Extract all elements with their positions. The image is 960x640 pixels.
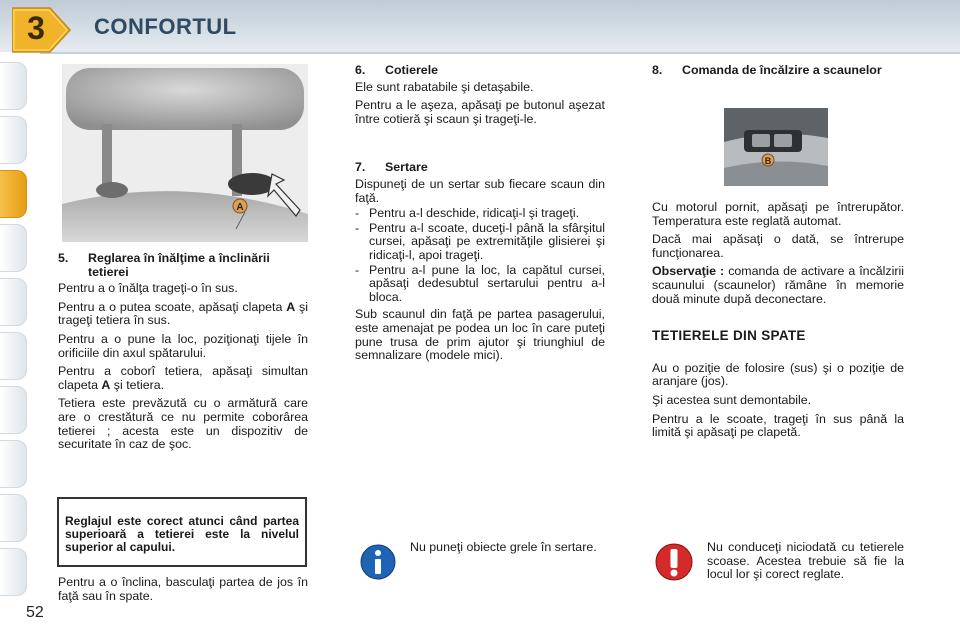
paragraph: Cu motorul pornit, apăsaţi pe întrerupător. Temperatura este reglată automat.: [652, 200, 904, 228]
chapter-number: 3: [27, 10, 45, 46]
chapter-tab-6[interactable]: [0, 332, 27, 380]
observation-label: Observaţie :: [652, 264, 725, 279]
text-run: şi tetiera.: [110, 377, 165, 392]
section-5-number: 5.: [58, 251, 69, 265]
section-5-heading: [58, 252, 308, 279]
paragraph: Tetiera este prevăzută cu o armătură care are o crestătură ce nu permite coborârea tetierei ; acesta este un dispozitiv de securitate în caz de şoc.: [58, 396, 308, 452]
section-7-title: Sertare: [385, 160, 428, 175]
info-icon: [360, 542, 396, 582]
chapter-tab-10[interactable]: [0, 548, 27, 596]
paragraph: Dispuneţi de un sertar sub fiecare scaun din faţă.: [355, 176, 605, 205]
text-run: Pentru a o putea scoate, apăsaţi clapeta: [58, 299, 287, 314]
warning-icon-graphic: [655, 542, 693, 582]
paragraph: Şi acestea sunt demontabile.: [652, 392, 812, 407]
list-item: [355, 222, 605, 263]
list-item: [355, 207, 605, 221]
list-item-text: Pentru a-l scoate, duceţi-l până la sfârşitul cursei, apăsaţi pe extremităţile glisierei şi ridicaţi-l, apoi trageţi.: [369, 220, 605, 262]
column-right-body: [652, 201, 904, 445]
observation-text: comanda de activare a încălzirii scaunului (scaunelor) rămâne în memorie două minute după deconectare.: [652, 264, 904, 306]
drawer-steps-list: [355, 207, 605, 304]
chapter-tab-5[interactable]: [0, 278, 27, 326]
headrest-photo: [62, 64, 308, 242]
paragraph: Ele sunt rabatabile şi detaşabile.: [355, 79, 534, 94]
list-item: [355, 264, 605, 305]
callout-a-label: A: [236, 202, 244, 213]
column-left: [58, 252, 308, 457]
chapter-badge: [12, 6, 72, 54]
dash-marker: -: [355, 206, 360, 221]
chapter-title: CONFORTUL: [94, 14, 237, 39]
section-7-heading: [355, 161, 605, 175]
warning-note-text: Nu conduceţi niciodată cu tetierele scoase. Acestea trebuie să fie la locul lor şi corect reglate.: [707, 540, 904, 582]
section-6-title: Cotierele: [385, 63, 439, 77]
paragraph: Pentru a o înclina, basculaţi partea de jos în faţă sau în spate.: [58, 575, 308, 603]
paragraph: Sub scaunul din faţă pe partea pasagerului, este amenajat pe podea un loc în care puteţi pune trusa de prim ajutor şi triunghiul de semnalizare (modele mici).: [355, 307, 605, 363]
section-7-number: 7.: [355, 160, 366, 175]
paragraph-lower-headrest: [58, 365, 308, 392]
tilt-paragraph-block: [58, 576, 308, 608]
chapter-tab-1[interactable]: [0, 62, 27, 110]
callout-b-label: B: [764, 156, 772, 166]
heated-seat-switch-illustration: [724, 108, 828, 186]
spacer: [652, 348, 904, 362]
dash-marker: -: [355, 262, 360, 277]
headrest-illustration: [62, 64, 308, 242]
paragraph: Pentru a le aşeza, apăsaţi pe butonul aşezat între cotieră şi scaun şi trageţi-le.: [355, 98, 605, 126]
section-5-title: Reglarea în înălţime a înclinării tetierei: [88, 251, 270, 279]
clip-a-ref: A: [286, 299, 296, 314]
section-8-heading: [652, 64, 904, 78]
dash-marker: -: [355, 220, 360, 235]
paragraph: Pentru a o pune la loc, poziţionaţi tijele în orificiile din axul spătarului.: [58, 331, 308, 360]
chapter-tabs: [0, 62, 36, 582]
paragraph: Dacă mai apăsaţi o dată, se întrerupe funcţionarea.: [652, 232, 904, 260]
chapter-tab-7[interactable]: [0, 386, 27, 434]
chapter-tab-9[interactable]: [0, 494, 27, 542]
info-icon-graphic: [360, 542, 396, 582]
heated-seat-switch-photo: [724, 108, 828, 186]
paragraph: Pentru a le scoate, trageţi în sus până la limită şi apăsaţi pe clapetă.: [652, 411, 904, 440]
page-number: 52: [26, 604, 44, 621]
section-6-heading: [355, 64, 605, 78]
list-item-text: Pentru a-l deschide, ridicaţi-l şi trageţi.: [369, 206, 580, 221]
warning-icon: [655, 542, 693, 582]
paragraph: Pentru a o înălţa trageţi-o în sus.: [58, 281, 238, 296]
info-note-text: Nu puneţi obiecte grele în sertare.: [410, 540, 597, 554]
column-right-top: [652, 64, 904, 81]
paragraph-remove-headrest: [58, 301, 308, 328]
chapter-tab-2[interactable]: [0, 116, 27, 164]
section-6-number: 6.: [355, 63, 366, 77]
chapter-tab-4[interactable]: [0, 224, 27, 272]
section-8-title: Comanda de încălzire a scaunelor: [682, 63, 882, 77]
spacer: [355, 131, 605, 161]
text-run: şi trageţi tetiera în sus.: [58, 299, 308, 328]
list-item-text: Pentru a-l pune la loc, la capătul cursei, apăsaţi dedesubtul sertarului pentru a-l bloca.: [369, 262, 605, 304]
section-8-number: 8.: [652, 63, 663, 77]
spacer: [652, 311, 904, 329]
clip-a-ref: A: [101, 377, 111, 392]
adjustment-note-box: Reglajul este corect atunci când partea superioară a tetierei este la nivelul superior al capului.: [57, 497, 307, 567]
observation-paragraph: [652, 265, 904, 306]
column-middle: [355, 64, 605, 368]
text-run: Pentru a coborî tetiera, apăsaţi simultan clapeta: [58, 364, 308, 392]
header-divider: [40, 52, 960, 54]
chapter-tab-3-active[interactable]: [0, 170, 27, 218]
paragraph: Au o poziţie de folosire (sus) şi o poziţie de aranjare (jos).: [652, 360, 904, 389]
rear-headrests-heading: TETIERELE DIN SPATE: [652, 328, 806, 344]
chapter-tab-8[interactable]: [0, 440, 27, 488]
